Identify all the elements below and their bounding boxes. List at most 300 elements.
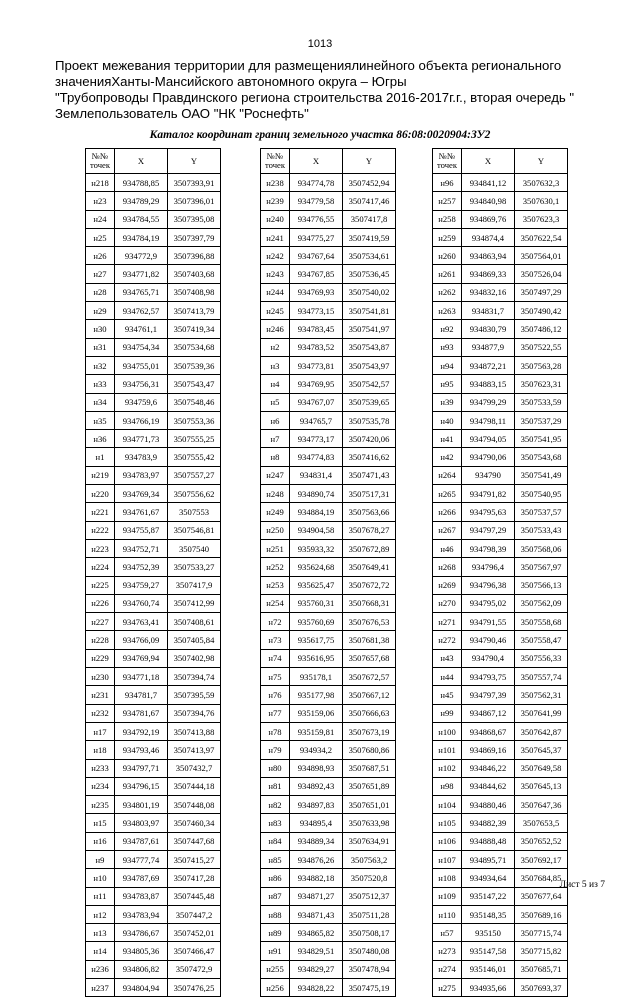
point-number-cell: н105 [433, 814, 462, 832]
table-row [86, 247, 221, 265]
column-header-num-line2: точек [264, 160, 286, 170]
x-coordinate-cell: 934790 [462, 466, 515, 484]
table-row [261, 649, 396, 667]
table-row [86, 704, 221, 722]
y-coordinate-cell: 3507542,57 [343, 375, 396, 393]
y-coordinate-cell: 3507417,46 [343, 192, 396, 210]
table-row [86, 503, 221, 521]
table-row [433, 832, 568, 850]
table-row [86, 411, 221, 429]
y-coordinate-cell: 3507672,72 [343, 576, 396, 594]
point-number-cell: н269 [433, 576, 462, 594]
header-line-4: Землепользователь ОАО "НК "Роснефть" [55, 106, 309, 121]
x-coordinate-cell: 934935,66 [462, 979, 515, 997]
x-coordinate-cell: 934877,9 [462, 338, 515, 356]
x-coordinate-cell: 934781,7 [115, 686, 168, 704]
point-number-cell: н28 [86, 283, 115, 301]
y-coordinate-cell: 3507432,7 [168, 759, 221, 777]
point-number-cell: н80 [261, 759, 290, 777]
y-coordinate-cell: 3507397,79 [168, 228, 221, 246]
column-header-num-line2: точек [89, 160, 111, 170]
y-coordinate-cell: 3507541,81 [343, 302, 396, 320]
y-coordinate-cell: 3507715,74 [515, 924, 568, 942]
y-coordinate-cell: 3507476,25 [168, 979, 221, 997]
point-number-cell: н250 [261, 521, 290, 539]
point-number-cell: н270 [433, 594, 462, 612]
coordinates-table-3 [432, 148, 568, 997]
x-coordinate-cell: 934795,63 [462, 503, 515, 521]
x-coordinate-cell: 934792,19 [115, 722, 168, 740]
point-number-cell: н242 [261, 247, 290, 265]
x-coordinate-cell: 934769,34 [115, 485, 168, 503]
table-row [433, 338, 568, 356]
table-row [433, 356, 568, 374]
table-row [86, 796, 221, 814]
table-row [86, 466, 221, 484]
point-number-cell: н230 [86, 668, 115, 686]
point-number-cell: н236 [86, 960, 115, 978]
y-coordinate-cell: 3507563,66 [343, 503, 396, 521]
x-coordinate-cell: 934784,19 [115, 228, 168, 246]
x-coordinate-cell: 934829,51 [290, 942, 343, 960]
x-coordinate-cell: 935148,35 [462, 905, 515, 923]
point-number-cell: н46 [433, 539, 462, 557]
column-header-point-number [433, 149, 462, 174]
table-row [433, 759, 568, 777]
y-coordinate-cell: 3507472,9 [168, 960, 221, 978]
point-number-cell: н76 [261, 686, 290, 704]
y-coordinate-cell: 3507460,34 [168, 814, 221, 832]
y-coordinate-cell: 3507555,25 [168, 430, 221, 448]
y-coordinate-cell: 3507417,9 [168, 576, 221, 594]
table-row [86, 686, 221, 704]
table-row [433, 649, 568, 667]
x-coordinate-cell: 934777,74 [115, 850, 168, 868]
point-number-cell: н7 [261, 430, 290, 448]
catalog-title: Каталог координат границ земельного участка 86:08:0020904:ЗУ2 [149, 129, 491, 141]
point-number-cell: н234 [86, 777, 115, 795]
y-coordinate-cell: 3507448,08 [168, 796, 221, 814]
x-coordinate-cell: 934868,67 [462, 722, 515, 740]
x-coordinate-cell: 934786,67 [115, 924, 168, 942]
x-coordinate-cell: 934796,38 [462, 576, 515, 594]
point-number-cell: н110 [433, 905, 462, 923]
x-coordinate-cell: 934898,93 [290, 759, 343, 777]
x-coordinate-cell: 934767,85 [290, 265, 343, 283]
x-coordinate-cell: 934889,34 [290, 832, 343, 850]
x-coordinate-cell: 935147,58 [462, 942, 515, 960]
y-coordinate-cell: 3507678,27 [343, 521, 396, 539]
column-header-x: X [462, 149, 515, 174]
y-coordinate-cell: 3507408,98 [168, 283, 221, 301]
y-coordinate-cell: 3507680,86 [343, 741, 396, 759]
x-coordinate-cell: 934804,94 [115, 979, 168, 997]
table-row [433, 594, 568, 612]
x-coordinate-cell: 934806,82 [115, 960, 168, 978]
table-row [433, 777, 568, 795]
point-number-cell: н86 [261, 869, 290, 887]
table-row [86, 283, 221, 301]
table-row [261, 777, 396, 795]
point-number-cell: н240 [261, 210, 290, 228]
point-number-cell: н258 [433, 210, 462, 228]
table-row [86, 174, 221, 192]
y-coordinate-cell: 3507420,06 [343, 430, 396, 448]
point-number-cell: н104 [433, 796, 462, 814]
x-coordinate-cell: 934796,15 [115, 777, 168, 795]
point-number-cell: н42 [433, 448, 462, 466]
x-coordinate-cell: 934798,11 [462, 411, 515, 429]
table-row [433, 686, 568, 704]
y-coordinate-cell: 3507444,18 [168, 777, 221, 795]
y-coordinate-cell: 3507692,17 [515, 850, 568, 868]
y-coordinate-cell: 3507667,12 [343, 686, 396, 704]
point-number-cell: н243 [261, 265, 290, 283]
x-coordinate-cell: 934765,71 [115, 283, 168, 301]
x-coordinate-cell: 934829,27 [290, 960, 343, 978]
y-coordinate-cell: 3507649,41 [343, 558, 396, 576]
x-coordinate-cell: 934754,34 [115, 338, 168, 356]
y-coordinate-cell: 3507486,12 [515, 320, 568, 338]
point-number-cell: н41 [433, 430, 462, 448]
x-coordinate-cell: 934790,46 [462, 631, 515, 649]
x-coordinate-cell: 934831,7 [462, 302, 515, 320]
x-coordinate-cell: 934828,22 [290, 979, 343, 997]
table-row [86, 613, 221, 631]
y-coordinate-cell: 3507535,78 [343, 411, 396, 429]
x-coordinate-cell: 934846,22 [462, 759, 515, 777]
x-coordinate-cell: 934755,87 [115, 521, 168, 539]
table-row [433, 521, 568, 539]
point-number-cell: н29 [86, 302, 115, 320]
x-coordinate-cell: 934787,61 [115, 832, 168, 850]
point-number-cell: н272 [433, 631, 462, 649]
y-coordinate-cell: 3507475,19 [343, 979, 396, 997]
x-coordinate-cell: 934775,27 [290, 228, 343, 246]
point-number-cell: н238 [261, 174, 290, 192]
y-coordinate-cell: 3507417,28 [168, 869, 221, 887]
y-coordinate-cell: 3507672,89 [343, 539, 396, 557]
x-coordinate-cell: 934831,4 [290, 466, 343, 484]
x-coordinate-cell: 934934,2 [290, 741, 343, 759]
point-number-cell: н39 [433, 393, 462, 411]
y-coordinate-cell: 3507396,88 [168, 247, 221, 265]
table-row [86, 375, 221, 393]
table-row [86, 979, 221, 997]
point-number-cell: н9 [86, 850, 115, 868]
y-coordinate-cell: 3507537,29 [515, 411, 568, 429]
table-row [433, 485, 568, 503]
x-coordinate-cell: 934830,79 [462, 320, 515, 338]
y-coordinate-cell: 3507413,79 [168, 302, 221, 320]
y-coordinate-cell: 3507543,87 [343, 338, 396, 356]
x-coordinate-cell: 935933,32 [290, 539, 343, 557]
y-coordinate-cell: 3507536,45 [343, 265, 396, 283]
point-number-cell: н43 [433, 649, 462, 667]
table-row [261, 393, 396, 411]
y-coordinate-cell: 3507622,54 [515, 228, 568, 246]
point-number-cell: н261 [433, 265, 462, 283]
y-coordinate-cell: 3507402,98 [168, 649, 221, 667]
point-number-cell: н109 [433, 887, 462, 905]
x-coordinate-cell: 934871,27 [290, 887, 343, 905]
column-header-x: X [115, 149, 168, 174]
column-header-num-line1: №№ [266, 151, 284, 161]
x-coordinate-cell: 934871,43 [290, 905, 343, 923]
y-coordinate-cell: 3507652,52 [515, 832, 568, 850]
table-row [433, 668, 568, 686]
y-coordinate-cell: 3507715,82 [515, 942, 568, 960]
x-coordinate-cell: 934793,46 [115, 741, 168, 759]
point-number-cell: н26 [86, 247, 115, 265]
x-coordinate-cell: 935146,01 [462, 960, 515, 978]
column-header-y: Y [168, 149, 221, 174]
y-coordinate-cell: 3507445,48 [168, 887, 221, 905]
point-number-cell: н262 [433, 283, 462, 301]
table-row [86, 924, 221, 942]
point-number-cell: н231 [86, 686, 115, 704]
table-row [261, 503, 396, 521]
table-row [261, 228, 396, 246]
point-number-cell: н89 [261, 924, 290, 942]
point-number-cell: н24 [86, 210, 115, 228]
x-coordinate-cell: 934798,39 [462, 539, 515, 557]
point-number-cell: н102 [433, 759, 462, 777]
y-coordinate-cell: 3507541,97 [343, 320, 396, 338]
point-number-cell: н106 [433, 832, 462, 850]
y-coordinate-cell: 3507556,62 [168, 485, 221, 503]
table-row [261, 613, 396, 631]
table-row [86, 448, 221, 466]
table-row [86, 594, 221, 612]
point-number-cell: н256 [261, 979, 290, 997]
y-coordinate-cell: 3507567,97 [515, 558, 568, 576]
y-coordinate-cell: 3507553 [168, 503, 221, 521]
x-coordinate-cell: 934801,19 [115, 796, 168, 814]
point-number-cell: н33 [86, 375, 115, 393]
y-coordinate-cell: 3507413,88 [168, 722, 221, 740]
point-number-cell: н99 [433, 704, 462, 722]
table-row [261, 850, 396, 868]
y-coordinate-cell: 3507497,29 [515, 283, 568, 301]
point-number-cell: н40 [433, 411, 462, 429]
table-row [261, 704, 396, 722]
x-coordinate-cell: 934773,15 [290, 302, 343, 320]
table-row [86, 942, 221, 960]
table-row [86, 777, 221, 795]
point-number-cell: н75 [261, 668, 290, 686]
point-number-cell: н30 [86, 320, 115, 338]
point-number-cell: н221 [86, 503, 115, 521]
point-number-cell: н266 [433, 503, 462, 521]
point-number-cell: н245 [261, 302, 290, 320]
y-coordinate-cell: 3507543,97 [343, 356, 396, 374]
table-row [261, 521, 396, 539]
point-number-cell: н244 [261, 283, 290, 301]
table-row [86, 576, 221, 594]
table-row [86, 302, 221, 320]
x-coordinate-cell: 935616,95 [290, 649, 343, 667]
x-coordinate-cell: 935625,47 [290, 576, 343, 594]
table-row [433, 576, 568, 594]
table-row [261, 631, 396, 649]
x-coordinate-cell: 934783,45 [290, 320, 343, 338]
point-number-cell: н241 [261, 228, 290, 246]
point-number-cell: н252 [261, 558, 290, 576]
point-number-cell: н226 [86, 594, 115, 612]
x-coordinate-cell: 934783,94 [115, 905, 168, 923]
point-number-cell: н224 [86, 558, 115, 576]
y-coordinate-cell: 3507394,74 [168, 668, 221, 686]
point-number-cell: н81 [261, 777, 290, 795]
y-coordinate-cell: 3507533,43 [515, 521, 568, 539]
column-header-x: X [290, 149, 343, 174]
point-number-cell: н15 [86, 814, 115, 832]
y-coordinate-cell: 3507645,13 [515, 777, 568, 795]
x-coordinate-cell: 934762,57 [115, 302, 168, 320]
point-number-cell: н264 [433, 466, 462, 484]
table-row [86, 539, 221, 557]
x-coordinate-cell: 934773,81 [290, 356, 343, 374]
y-coordinate-cell: 3507651,89 [343, 777, 396, 795]
table-row [86, 905, 221, 923]
point-number-cell: н253 [261, 576, 290, 594]
point-number-cell: н95 [433, 375, 462, 393]
x-coordinate-cell: 934797,29 [462, 521, 515, 539]
table-row [433, 265, 568, 283]
y-coordinate-cell: 3507526,04 [515, 265, 568, 283]
y-coordinate-cell: 3507563,2 [343, 850, 396, 868]
table-row [86, 265, 221, 283]
y-coordinate-cell: 3507668,31 [343, 594, 396, 612]
point-number-cell: н259 [433, 228, 462, 246]
y-coordinate-cell: 3507557,27 [168, 466, 221, 484]
point-number-cell: н11 [86, 887, 115, 905]
y-coordinate-cell: 3507522,55 [515, 338, 568, 356]
x-coordinate-cell: 934787,69 [115, 869, 168, 887]
x-coordinate-cell: 934892,43 [290, 777, 343, 795]
table-row [433, 722, 568, 740]
table-row [86, 356, 221, 374]
point-number-cell: н218 [86, 174, 115, 192]
table-row [433, 979, 568, 997]
y-coordinate-cell: 3507684,85 [515, 869, 568, 887]
table-row [261, 722, 396, 740]
point-number-cell: н257 [433, 192, 462, 210]
point-number-cell: н3 [261, 356, 290, 374]
point-number-cell: н94 [433, 356, 462, 374]
x-coordinate-cell: 934869,16 [462, 741, 515, 759]
table-row [86, 192, 221, 210]
x-coordinate-cell: 934752,39 [115, 558, 168, 576]
table-row [261, 539, 396, 557]
y-coordinate-cell: 3507632,3 [515, 174, 568, 192]
table-row [86, 338, 221, 356]
y-coordinate-cell: 3507452,94 [343, 174, 396, 192]
y-coordinate-cell: 3507546,81 [168, 521, 221, 539]
y-coordinate-cell: 3507557,74 [515, 668, 568, 686]
table-row [433, 375, 568, 393]
y-coordinate-cell: 3507534,68 [168, 338, 221, 356]
point-number-cell: н13 [86, 924, 115, 942]
x-coordinate-cell: 934880,46 [462, 796, 515, 814]
y-coordinate-cell: 3507520,8 [343, 869, 396, 887]
point-number-cell: н91 [261, 942, 290, 960]
table-row [433, 741, 568, 759]
table-row [433, 869, 568, 887]
coordinates-table-1 [85, 148, 221, 997]
y-coordinate-cell: 3507408,61 [168, 613, 221, 631]
point-number-cell: н79 [261, 741, 290, 759]
column-header-y: Y [343, 149, 396, 174]
y-coordinate-cell: 3507548,46 [168, 393, 221, 411]
table-row [86, 960, 221, 978]
table-row [433, 960, 568, 978]
y-coordinate-cell: 3507568,06 [515, 539, 568, 557]
point-number-cell: н254 [261, 594, 290, 612]
x-coordinate-cell: 934897,83 [290, 796, 343, 814]
table-row [261, 247, 396, 265]
point-number-cell: н248 [261, 485, 290, 503]
point-number-cell: н227 [86, 613, 115, 631]
y-coordinate-cell: 3507541,95 [515, 430, 568, 448]
point-number-cell: н229 [86, 649, 115, 667]
y-coordinate-cell: 3507681,38 [343, 631, 396, 649]
x-coordinate-cell: 934832,16 [462, 283, 515, 301]
x-coordinate-cell: 934776,55 [290, 210, 343, 228]
y-coordinate-cell: 3507562,09 [515, 594, 568, 612]
x-coordinate-cell: 934791,82 [462, 485, 515, 503]
table-row [433, 887, 568, 905]
x-coordinate-cell: 935624,68 [290, 558, 343, 576]
table-row [433, 942, 568, 960]
table-row [86, 210, 221, 228]
x-coordinate-cell: 934876,26 [290, 850, 343, 868]
x-coordinate-cell: 934883,15 [462, 375, 515, 393]
point-number-cell: н1 [86, 448, 115, 466]
point-number-cell: н10 [86, 869, 115, 887]
point-number-cell: н275 [433, 979, 462, 997]
y-coordinate-cell: 3507490,42 [515, 302, 568, 320]
table-row [433, 393, 568, 411]
y-coordinate-cell: 3507666,63 [343, 704, 396, 722]
table-row [261, 741, 396, 759]
x-coordinate-cell: 934767,07 [290, 393, 343, 411]
x-coordinate-cell: 935147,22 [462, 887, 515, 905]
coordinates-table-2 [260, 148, 396, 997]
table-row [261, 796, 396, 814]
table-row [261, 558, 396, 576]
x-coordinate-cell: 935760,31 [290, 594, 343, 612]
point-number-cell: н265 [433, 485, 462, 503]
x-coordinate-cell: 934763,41 [115, 613, 168, 631]
table-row [261, 869, 396, 887]
y-coordinate-cell: 3507396,01 [168, 192, 221, 210]
point-number-cell: н44 [433, 668, 462, 686]
x-coordinate-cell: 935760,69 [290, 613, 343, 631]
point-number-cell: н32 [86, 356, 115, 374]
x-coordinate-cell: 934869,33 [462, 265, 515, 283]
point-number-cell: н87 [261, 887, 290, 905]
table-row [433, 228, 568, 246]
y-coordinate-cell: 3507558,47 [515, 631, 568, 649]
y-coordinate-cell: 3507649,58 [515, 759, 568, 777]
table-row [86, 722, 221, 740]
point-number-cell: н73 [261, 631, 290, 649]
table-row [261, 759, 396, 777]
y-coordinate-cell: 3507471,43 [343, 466, 396, 484]
x-coordinate-cell: 934805,36 [115, 942, 168, 960]
